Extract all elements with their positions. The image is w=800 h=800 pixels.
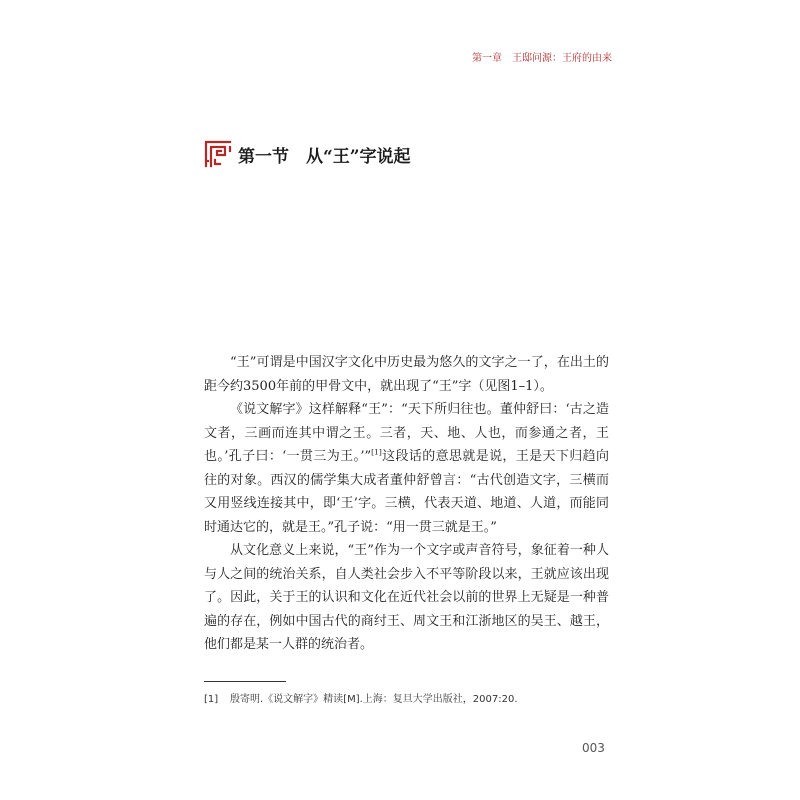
section-title: 第一节 从“王”字说起 <box>238 146 411 167</box>
paragraph-2-text-b: 这段话的意思就是说，王是天下归趋向往的对象。西汉的儒学集大成者董仲舒曾言：“古代创造文字，三横而又用竖线连接其中，即‘王’字。三横，代表天道、地道、人道，而能同时通达它的，就是王。”孔子说：“用一贯三就是王。” <box>204 449 609 535</box>
section-heading <box>204 140 411 168</box>
paragraph-3: 从文化意义上来说，“王”作为一个文字或声音符号，象征着一种人与人之间的统治关系，自人类社会步入不平等阶段以来，王就应该出现了。因此，关于王的认识和文化在近代社会以前的世界上无疑是一种普遍的存在，例如中国古代的商纣王、周文王和江浙地区的吴王、越王，他们都是某一人群的统治者。 <box>204 543 609 652</box>
footnote-number: [1] <box>204 694 219 705</box>
chinese-fret-corner-icon <box>204 140 232 168</box>
paragraph-1: “王”可谓是中国汉字文化中历史最为悠久的文字之一了，在出土的距今约3500年前的甲骨文中，就出现了“王”字（见图1–1）。 <box>204 355 609 394</box>
footnote-divider <box>204 681 286 682</box>
footnote-reference[interactable]: [1] <box>371 447 382 457</box>
footnote <box>204 690 609 705</box>
body-text <box>204 351 609 657</box>
running-header: 第一章 王邸问源：王府的由来 <box>472 53 612 64</box>
page-number: 003 <box>582 741 605 755</box>
paragraph-2-text-a: 《说文解字》这样解释“王”：“天下所归往也。董仲舒曰：‘古之造文者，三画而连其中谓之王。三者，天、地、人也，而参通之者，王也。’孔子曰：‘一贯三为王。’” <box>204 402 609 464</box>
footnote-text: 殷寄明.《说文解字》精读[M].上海：复旦大学出版社，2007:20. <box>230 694 518 705</box>
paragraph-2 <box>204 398 609 539</box>
